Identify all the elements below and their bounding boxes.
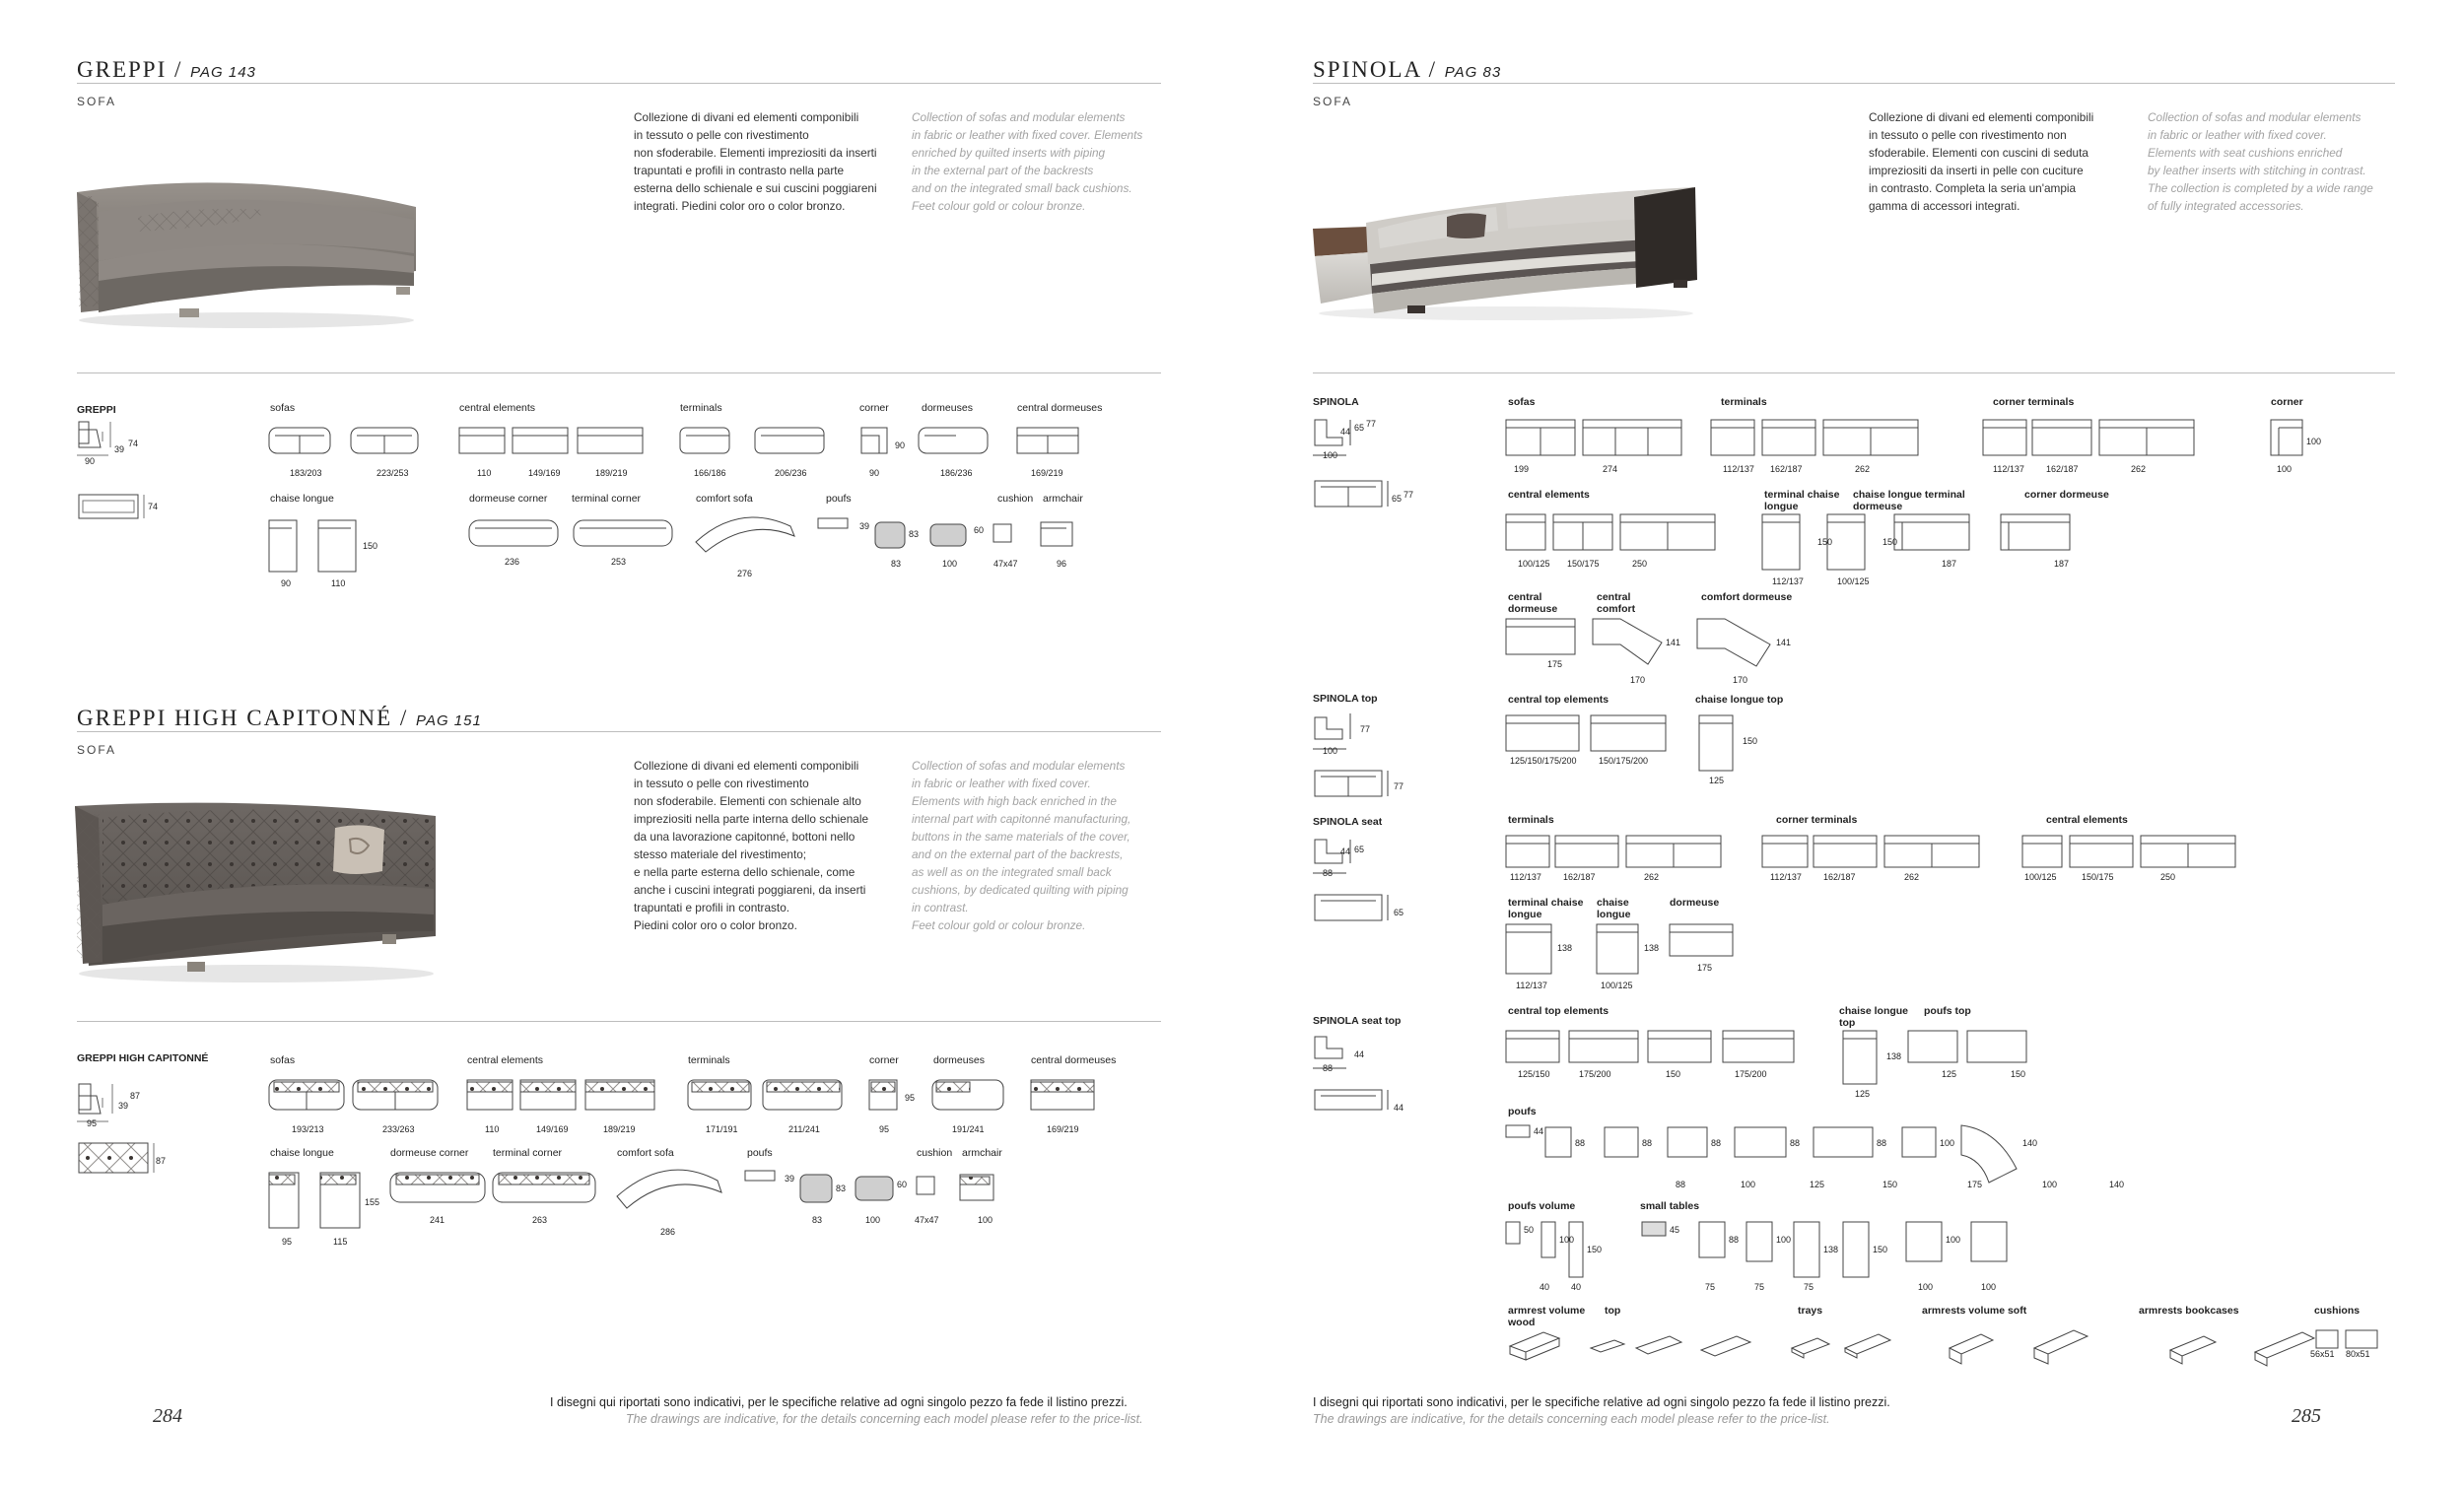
dim: 250 xyxy=(2160,872,2176,882)
dim: 141 xyxy=(1666,638,1681,647)
dim: 88 xyxy=(1575,1138,1586,1148)
dim: 77 xyxy=(1366,419,1377,429)
dim-pouf-h2: 83 xyxy=(836,1184,847,1193)
label-poufs: poufs xyxy=(747,1147,773,1159)
dim: 100/125 xyxy=(1837,576,1870,586)
side-depth: 95 xyxy=(87,1118,98,1128)
description-it: Collezione di divani ed elementi componibili in tessuto o pelle con rivestimento non sfoderabile. Elementi impreziositi da inserti trapuntati e profili in contrasto nella parte esterna dello schienale e sui cuscini poggiareni integrati. Piedini color oro o color bronzo. xyxy=(634,110,877,213)
label-dormeuses: dormeuses xyxy=(933,1054,985,1066)
label-poufs: poufs xyxy=(1508,1106,1537,1117)
model-name: SPINOLA top xyxy=(1313,693,1378,705)
dim-cushion: 47x47 xyxy=(915,1215,939,1225)
dim: 175 xyxy=(1697,963,1713,973)
dim: 125/150/175/200 xyxy=(1510,756,1577,766)
dim: 162/187 xyxy=(1823,872,1856,882)
description-en: Collection of sofas and modular elements in fabric or leather with fixed cover. Elements with seat cushions enriched by leather inserts with stitching in contrast. The collection is completed by a wide range of fully integrated accessories. xyxy=(2148,110,2373,213)
dim: 112/137 xyxy=(1723,464,1754,474)
dim-pouf-2: 100 xyxy=(865,1215,881,1225)
dim: 141 xyxy=(1776,638,1792,647)
dim: 80x51 xyxy=(2346,1349,2370,1359)
label-chaise-terminal-dormeuse: chaise longue terminal dormeuse xyxy=(1853,489,1965,512)
label-poufs: poufs xyxy=(826,493,852,505)
label-cushion: cushion xyxy=(997,493,1034,505)
dim-sofa-1: 193/213 xyxy=(292,1124,324,1134)
dim: 150 xyxy=(1743,736,1758,746)
dim-pouf-2: 100 xyxy=(942,559,958,569)
dim: 100 xyxy=(2042,1180,2058,1189)
label-dormeuses: dormeuses xyxy=(922,402,973,414)
dim-terminal-2: 211/241 xyxy=(788,1124,820,1134)
dim: 125 xyxy=(1810,1180,1825,1189)
dim-dormeuse-corner: 241 xyxy=(430,1215,445,1225)
dim-pouf-h2: 83 xyxy=(909,529,920,539)
spinola-sofa-photo xyxy=(1309,158,1703,325)
label-armrests-soft: armrests volume soft xyxy=(1922,1305,2027,1317)
label-cushions: cushions xyxy=(2314,1305,2361,1317)
label-armchair: armchair xyxy=(962,1147,1002,1159)
dim-chaise-h: 150 xyxy=(363,541,378,551)
dim-sofa-1: 183/203 xyxy=(290,468,322,478)
dim-pouf-h3: 60 xyxy=(897,1180,908,1189)
dim: 150 xyxy=(1873,1245,1888,1254)
dim: 88 xyxy=(1323,1063,1334,1073)
dim: 150 xyxy=(2011,1069,2026,1079)
dim: 175 xyxy=(1967,1180,1983,1189)
dim: 44 xyxy=(1340,427,1351,437)
dim: 45 xyxy=(1670,1225,1680,1235)
dim: 100 xyxy=(1323,450,1338,460)
footer-note-it: I disegni qui riportati sono indicativi, per le specifiche relative ad ogni singolo pezzo fa fede il listino prezzi. xyxy=(1313,1395,1890,1409)
label-central-dormeuse: central dormeuse xyxy=(1508,591,1558,615)
dim: 150 xyxy=(1882,537,1898,547)
section-rule xyxy=(77,372,1161,373)
dim-terminal-2: 206/236 xyxy=(775,468,807,478)
section-subtitle: SOFA xyxy=(77,95,117,108)
footer-note-en: The drawings are indicative, for the details concerning each model please refer to the price-list. xyxy=(1313,1412,1830,1426)
dim-central-1: 110 xyxy=(477,468,492,478)
dim: 77 xyxy=(1394,781,1404,791)
dim: 170 xyxy=(1733,675,1748,685)
dim-central-3: 189/219 xyxy=(603,1124,636,1134)
section-rule xyxy=(1313,372,2395,373)
label-central-top: central top elements xyxy=(1508,1005,1609,1017)
dim: 138 xyxy=(1886,1051,1902,1061)
label-central-dormeuses: central dormeuses xyxy=(1031,1054,1117,1066)
label-armrest-wood: armrest volume wood xyxy=(1508,1305,1586,1328)
section-title: GREPPI HIGH CAPITONNÉ / PAG 151 xyxy=(77,706,482,730)
dim: 112/137 xyxy=(1516,981,1547,990)
footer-note-en: The drawings are indicative, for the details concerning each model please refer to the price-list. xyxy=(626,1412,1143,1426)
label-terminals: terminals xyxy=(680,402,722,414)
label-poufs-volume: poufs volume xyxy=(1508,1200,1576,1212)
dim: 88 xyxy=(1642,1138,1653,1148)
dim: 112/137 xyxy=(1772,576,1804,586)
front-height: 74 xyxy=(148,502,159,511)
dim-corner-h: 95 xyxy=(905,1093,916,1103)
dim: 65 xyxy=(1354,423,1365,433)
dim: 100 xyxy=(1323,746,1338,756)
dim: 100 xyxy=(1776,1235,1792,1245)
model-name: SPINOLA seat top xyxy=(1313,1015,1402,1027)
label-central: central elements xyxy=(467,1054,544,1066)
label-chaise-top: chaise longue top xyxy=(1695,694,1784,706)
dim-sofa-2: 223/253 xyxy=(376,468,409,478)
label-armchair: armchair xyxy=(1043,493,1083,505)
dim: 44 xyxy=(1340,846,1351,856)
dim: 88 xyxy=(1790,1138,1801,1148)
label-central-elements: central elements xyxy=(2046,814,2128,826)
spinola-row5-drawings xyxy=(1504,834,2391,873)
label-sofas: sofas xyxy=(270,1054,296,1066)
greppi-high-capitonne-photo xyxy=(69,788,444,985)
dim-central-2: 149/169 xyxy=(536,1124,569,1134)
page-number: 285 xyxy=(2292,1405,2321,1427)
dim: 88 xyxy=(1729,1235,1740,1245)
label-corner-dormeuse: corner dormeuse xyxy=(2024,489,2109,501)
spinola-row4-drawings xyxy=(1504,713,1800,782)
side-height: 87 xyxy=(130,1091,141,1101)
label-terminal-corner: terminal corner xyxy=(572,493,642,505)
dim-corner-h: 90 xyxy=(895,440,906,450)
dim: 112/137 xyxy=(1510,872,1541,882)
dim-terminal-corner: 253 xyxy=(611,557,627,567)
dim: 65 xyxy=(1354,845,1365,854)
dim: 199 xyxy=(1514,464,1530,474)
spinola-row2-drawings xyxy=(1504,512,2312,575)
label-chaise-top: chaise longue top xyxy=(1839,1005,1909,1029)
dim: 140 xyxy=(2022,1138,2038,1148)
dim-terminal-1: 171/191 xyxy=(706,1124,738,1134)
dim-chaise-2: 115 xyxy=(333,1237,348,1247)
dim: 40 xyxy=(1571,1282,1582,1292)
dim-chaise-2: 110 xyxy=(331,578,346,588)
label-armrests-bookcases: armrests bookcases xyxy=(2139,1305,2239,1317)
dim: 65 xyxy=(1392,494,1403,504)
dim: 138 xyxy=(1557,943,1573,953)
dim-chaise-h: 155 xyxy=(365,1197,380,1207)
dim: 56x51 xyxy=(2310,1349,2335,1359)
dim: 125 xyxy=(1855,1089,1871,1099)
dim: 112/137 xyxy=(1770,872,1802,882)
title-rule xyxy=(77,83,1161,84)
description-it: Collezione di divani ed elementi componibili in tessuto o pelle con rivestimento non sfoderabile. Elementi con cuscini di seduta impreziositi da inserti in pelle con cuciture in contrasto. Completa la seria un'ampia gamma di accessori integrati. xyxy=(1869,110,2094,213)
label-terminals: terminals xyxy=(688,1054,730,1066)
section-rule xyxy=(77,1021,1161,1022)
section-subtitle: SOFA xyxy=(1313,95,1353,108)
label-central-comfort: central comfort xyxy=(1597,591,1636,615)
dim-pouf-h3: 60 xyxy=(974,525,985,535)
label-chaise: chaise longue xyxy=(1597,897,1631,920)
dim-corner: 90 xyxy=(869,468,880,478)
spinola-row7-drawings xyxy=(1504,1029,2312,1098)
section-subtitle: SOFA xyxy=(77,743,117,757)
dim: 65 xyxy=(1394,908,1404,917)
label-sofas: sofas xyxy=(270,402,296,414)
dim: 162/187 xyxy=(2046,464,2079,474)
spinola-top-icon xyxy=(1313,710,1402,808)
dim: 100/125 xyxy=(1518,559,1550,569)
label-dormeuse-corner: dormeuse corner xyxy=(469,493,548,505)
dim: 100/125 xyxy=(1601,981,1633,990)
model-name: SPINOLA xyxy=(1313,396,1359,408)
dim-cushion: 47x47 xyxy=(993,559,1018,569)
greppi-row2-drawings xyxy=(266,512,1084,581)
label-small-tables: small tables xyxy=(1640,1200,1700,1212)
dim: 100 xyxy=(1559,1235,1575,1245)
dim-dormeuse-corner: 236 xyxy=(505,557,520,567)
label-corner: corner xyxy=(859,402,889,414)
dim: 88 xyxy=(1877,1138,1887,1148)
dim: 274 xyxy=(1603,464,1618,474)
dim: 162/187 xyxy=(1563,872,1596,882)
dim: 150 xyxy=(1817,537,1833,547)
dim: 100 xyxy=(2306,437,2322,446)
dim: 170 xyxy=(1630,675,1646,685)
dim-comfort: 276 xyxy=(737,569,753,578)
dim: 88 xyxy=(1676,1180,1686,1189)
dim: 175/200 xyxy=(1735,1069,1767,1079)
label-terminals: terminals xyxy=(1721,396,1767,408)
dim: 262 xyxy=(1904,872,1920,882)
dim: 150/175 xyxy=(1567,559,1600,569)
label-trays: trays xyxy=(1798,1305,1823,1317)
dim: 100 xyxy=(1741,1180,1756,1189)
description-it: Collezione di divani ed elementi componibili in tessuto o pelle con rivestimento non sfoderabile. Elementi con schienale alto impreziositi nella parte interna dello schienale da una lavorazione capitonné, bottoni nello stesso materiale del rivestimento; e nella parte esterna dello schienale, come anche i cuscini integrati poggiareni, da inserti trapuntati e profili in contrasto. Piedini color oro o color bronzo. xyxy=(634,759,869,932)
dim: 262 xyxy=(1644,872,1660,882)
front-height: 87 xyxy=(156,1156,167,1166)
dim-terminal-corner: 263 xyxy=(532,1215,548,1225)
dim-central-dormeuse: 169/219 xyxy=(1031,468,1063,478)
description-en: Collection of sofas and modular elements in fabric or leather with fixed cover. Elements enriched by quilted inserts with piping in the external part of the backrests and on the integrated small back cushions. Feet colour gold or colour bronze. xyxy=(912,110,1143,213)
dim-central-dormeuse: 169/219 xyxy=(1047,1124,1079,1134)
dim: 44 xyxy=(1534,1126,1544,1136)
label-corner: corner xyxy=(869,1054,899,1066)
label-corner-terminals: corner terminals xyxy=(1993,396,2075,408)
dim: 150/175 xyxy=(2082,872,2114,882)
dim-pouf-1: 83 xyxy=(891,559,902,569)
label-comfort: comfort sofa xyxy=(696,493,753,505)
dim-chaise-1: 95 xyxy=(282,1237,293,1247)
label-dormeuse: dormeuse xyxy=(1670,897,1720,909)
label-chaise: chaise longue xyxy=(270,1147,334,1159)
dim: 150 xyxy=(1882,1180,1898,1189)
dim: 125 xyxy=(1709,776,1725,785)
label-terminals: terminals xyxy=(1508,814,1554,826)
footer-note-it: I disegni qui riportati sono indicativi, per le specifiche relative ad ogni singolo pezzo fa fede il listino prezzi. xyxy=(550,1395,1128,1409)
dim: 44 xyxy=(1354,1049,1365,1059)
label-terminal-chaise: terminal chaise longue xyxy=(1508,897,1584,920)
dim: 262 xyxy=(2131,464,2147,474)
dim: 75 xyxy=(1705,1282,1716,1292)
dim: 138 xyxy=(1644,943,1660,953)
dim: 162/187 xyxy=(1770,464,1803,474)
side-view-icon xyxy=(77,1082,166,1190)
label-corner: corner xyxy=(2271,396,2303,408)
dim: 50 xyxy=(1524,1225,1535,1235)
dim: 125 xyxy=(1942,1069,1957,1079)
dim: 125/150 xyxy=(1518,1069,1550,1079)
label-dormeuse-corner: dormeuse corner xyxy=(390,1147,469,1159)
spinola-row6-drawings xyxy=(1504,922,1760,981)
model-name: GREPPI xyxy=(77,404,116,416)
label-poufs-top: poufs top xyxy=(1924,1005,1971,1017)
label-cushion: cushion xyxy=(917,1147,953,1159)
dim: 88 xyxy=(1711,1138,1722,1148)
dim-dormeuse: 191/241 xyxy=(952,1124,985,1134)
dim-chaise-1: 90 xyxy=(281,578,292,588)
dim-comfort: 286 xyxy=(660,1227,676,1237)
greppi-sofa-photo xyxy=(69,163,424,330)
dim: 100 xyxy=(1940,1138,1955,1148)
dim: 175 xyxy=(1547,659,1563,669)
label-comfort: comfort sofa xyxy=(617,1147,674,1159)
dim: 250 xyxy=(1632,559,1648,569)
label-central-dormeuses: central dormeuses xyxy=(1017,402,1103,414)
spinola-row8-drawings xyxy=(1504,1123,2391,1192)
dim-terminal-1: 166/186 xyxy=(694,468,726,478)
dim: 100 xyxy=(1946,1235,1961,1245)
dim-pouf-h1: 39 xyxy=(859,521,870,531)
label-corner-terminals: corner terminals xyxy=(1776,814,1858,826)
dim: 112/137 xyxy=(1993,464,2024,474)
page-number: 284 xyxy=(153,1405,182,1427)
section-title: GREPPI / PAG 143 xyxy=(77,57,256,82)
dim: 40 xyxy=(1540,1282,1550,1292)
side-seat: 39 xyxy=(114,444,125,454)
label-comfort-dormeuse: comfort dormeuse xyxy=(1701,591,1793,603)
dim: 138 xyxy=(1823,1245,1839,1254)
label-chaise: chaise longue xyxy=(270,493,334,505)
dim-dormeuse: 186/236 xyxy=(940,468,973,478)
spinola-row10-drawings xyxy=(1504,1326,2411,1376)
label-central: central elements xyxy=(459,402,536,414)
dim-corner: 95 xyxy=(879,1124,890,1134)
label-terminal-chaise: terminal chaise longue xyxy=(1764,489,1840,512)
dim: 77 xyxy=(1403,490,1414,500)
dim: 77 xyxy=(1360,724,1371,734)
dim: 140 xyxy=(2109,1180,2125,1189)
side-height: 74 xyxy=(128,439,139,448)
dim-central-3: 189/219 xyxy=(595,468,628,478)
spinola-row1-drawings xyxy=(1504,418,2411,467)
side-seat: 39 xyxy=(118,1101,129,1111)
model-name: GREPPI HIGH CAPITONNÉ xyxy=(77,1052,209,1064)
dim-armchair: 100 xyxy=(978,1215,993,1225)
dim: 100 xyxy=(2277,464,2293,474)
dim: 75 xyxy=(1754,1282,1765,1292)
label-central-top: central top elements xyxy=(1508,694,1609,706)
dim: 262 xyxy=(1855,464,1871,474)
model-name: SPINOLA seat xyxy=(1313,816,1383,828)
dim: 150/175/200 xyxy=(1599,756,1649,766)
dim: 175/200 xyxy=(1579,1069,1611,1079)
dim-armchair: 96 xyxy=(1057,559,1067,569)
right-page xyxy=(1232,0,2464,1489)
dim-central-1: 110 xyxy=(485,1124,500,1134)
dim: 100/125 xyxy=(2024,872,2057,882)
label-top: top xyxy=(1605,1305,1621,1317)
dim: 88 xyxy=(1323,868,1334,878)
dim: 44 xyxy=(1394,1103,1404,1113)
dim: 150 xyxy=(1666,1069,1681,1079)
dim-sofa-2: 233/263 xyxy=(382,1124,415,1134)
greppi-hc-row1-drawings xyxy=(266,1078,1173,1127)
section-title: SPINOLA / PAG 83 xyxy=(1313,57,1502,82)
label-central-elements: central elements xyxy=(1508,489,1590,501)
dim: 187 xyxy=(1942,559,1957,569)
dim-central-2: 149/169 xyxy=(528,468,561,478)
dim: 75 xyxy=(1804,1282,1814,1292)
dim: 100 xyxy=(1981,1282,1997,1292)
dim: 187 xyxy=(2054,559,2070,569)
label-terminal-corner: terminal corner xyxy=(493,1147,563,1159)
spinola-seat-top-icon xyxy=(1313,1033,1402,1131)
title-rule xyxy=(77,731,1161,732)
side-depth: 90 xyxy=(85,456,96,466)
dim: 100 xyxy=(1918,1282,1934,1292)
label-sofas: sofas xyxy=(1508,396,1536,408)
title-rule xyxy=(1313,83,2395,84)
dim: 150 xyxy=(1587,1245,1603,1254)
dim-pouf-h1: 39 xyxy=(785,1174,795,1184)
dim-pouf-1: 83 xyxy=(812,1215,823,1225)
description-en: Collection of sofas and modular elements in fabric or leather with fixed cover. Elements with high back enriched in the internal part with capitonné manufacturing, buttons in the same materials of the cover, and on the external part of the backrests, as well as on the integrated small back cushions, by dedicated quilting with piping in contrast. Feet colour gold or colour bronze. xyxy=(912,759,1131,932)
